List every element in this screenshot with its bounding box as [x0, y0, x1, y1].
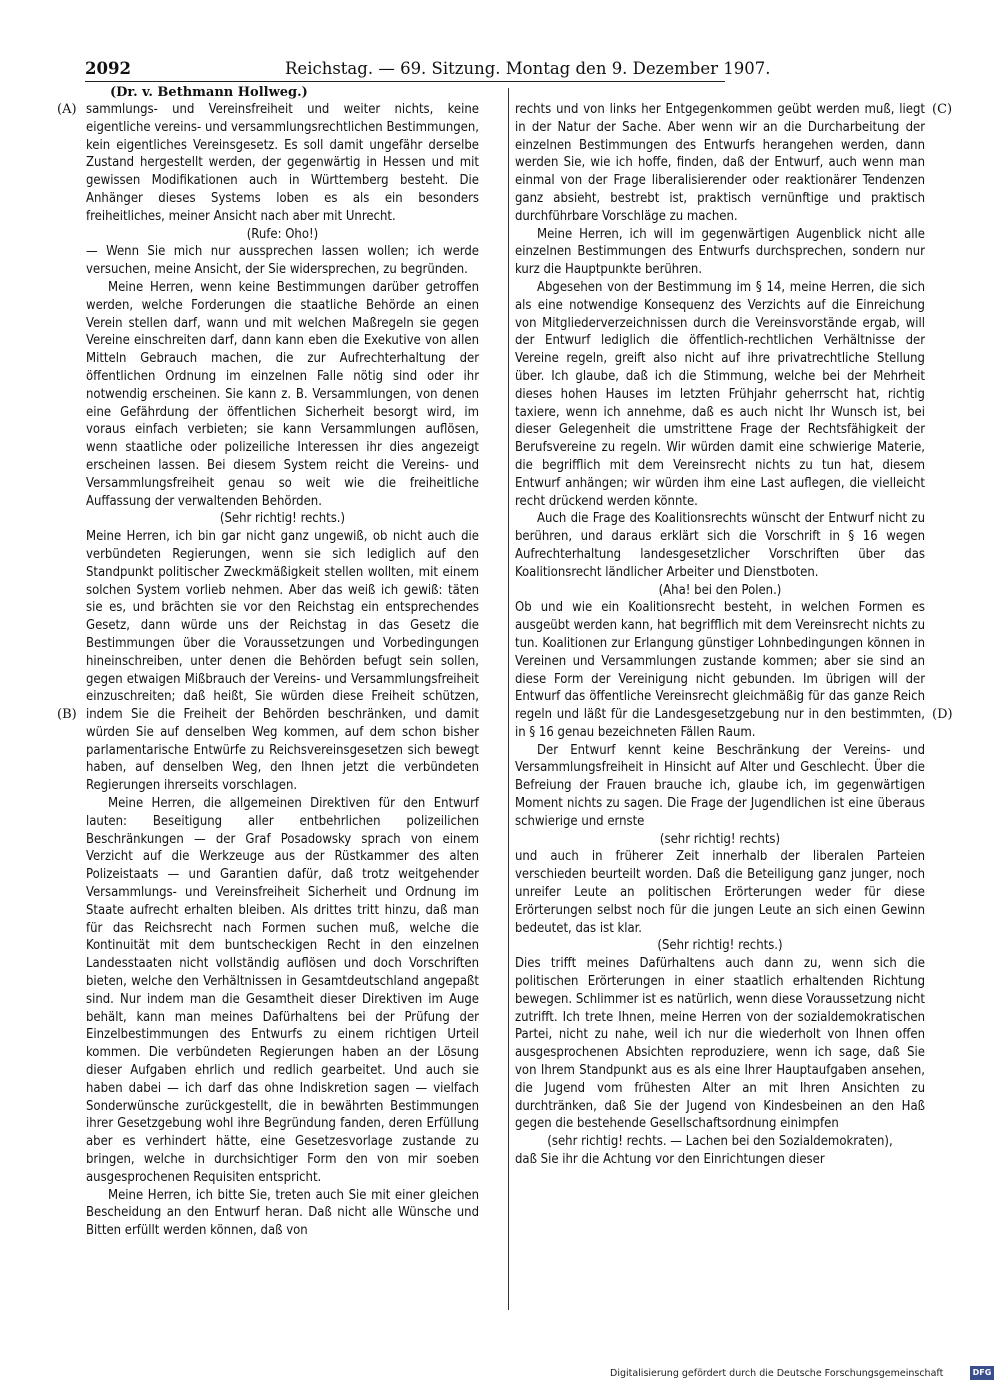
interjection: (Rufe: Oho!)	[246, 226, 319, 242]
interjection: (Sehr richtig! rechts.)	[657, 938, 783, 954]
interjection: (Aha! bei den Polen.)	[658, 582, 782, 598]
paragraph: Meine Herren, ich bitte Sie, treten auch Sie mit einer gleichen Bescheidung an den Entwurf heran. Daß nicht alle Wünsche und Bitten erfüllt werden können, daß von	[86, 1187, 479, 1239]
paragraph: Auch die Frage des Koalitionsrechts wünscht der Entwurf nicht zu berühren, und daraus erklärt sich die Vorschrift in § 16 wegen Aufrechterhaltung landesgesetzlicher Vorschriften über das Koalitionsrecht ländlicher Arbeiter und Dienstboten.	[515, 511, 925, 580]
interjection: (Sehr richtig! rechts.)	[219, 511, 346, 527]
paragraph: rechts und von links her Entgegenkommen geübt werden muß, liegt in der Natur der Sache. Aber wenn wir an die Durcharbeitung der einzelnen Bestimmungen des Entwurfs herangehen werden, dann werden Sie, wie ich hoffe, finden, daß der Entwurf, auch wenn man einmal von der Frage liberalisierender oder reaktionärer Tendenzen ganz absieht, bestrebt ist, praktisch vernünftige und praktisch durchführbare Vorschläge zu machen.	[515, 102, 925, 224]
margin-marker-c: (C)	[932, 102, 953, 117]
interjection: (sehr richtig! rechts. — Lachen bei den Sozialdemokraten),	[547, 1134, 893, 1150]
interjection: (sehr richtig! rechts)	[659, 831, 781, 847]
paragraph: sammlungs- und Vereinsfreiheit und weiter nichts, keine eigentliche vereins- und versammlungsrechtlichen Bestimmungen, kein eigentliches Vereinsgesetz. Es soll damit ungefähr derselbe Zustand hergestellt werden, der gegenwärtig in Hessen und mit gewissen Modifikationen auch in Württemberg besteht. Die Anhänger dieses Systems loben es als ein besonders freiheitliches, meiner Ansicht nach aber mit Unrecht.	[86, 102, 479, 224]
session-title: Reichstag. — 69. Sitzung. Montag den 9. Dezember 1907.	[285, 59, 771, 78]
paragraph: Meine Herren, wenn keine Bestimmungen darüber getroffen werden, welche Forderungen die staatliche Behörde an einen Verein stellen darf, wann und mit welchen Maßregeln sie gegen Vereine einschreiten darf, dann kann eben die Exekutive von allen Mitteln Gebrauch machen, die zur Aufrechterhaltung der öffentlichen Ordnung im einzelnen Falle nötig sind oder ihr notwendig erscheinen. Sie kann z. B. Versammlungen, von denen eine Gefährdung der öffentlichen Sicherheit besorgt wird, im voraus einfach verbieten; sie kann Versammlungen auflösen, wenn staatliche oder polizeiliche Interessen ihr dies angezeigt erscheinen lassen. Bei diesem System reicht die Vereins- und Versammlungsfreiheit genau so weit wie die freiheitliche Auffassung der verwaltenden Behörden.	[86, 279, 479, 509]
page-number: 2092	[85, 59, 131, 78]
right-column	[515, 101, 925, 1169]
header-rule	[85, 81, 725, 82]
paragraph: Der Entwurf kennt keine Beschränkung der Vereins- und Versammlungsfreiheit in Hinsicht auf Alter und Geschlecht. Über die Befreiung der Frauen brauche ich, glaube ich, im gegenwärtigen Moment nichts zu sagen. Die Frage der Jugendlichen ist eine überaus schwierige und ernste	[515, 742, 925, 829]
paragraph: — Wenn Sie mich nur aussprechen lassen wollen; ich werde versuchen, meine Ansicht, der Sie widersprechen, zu begründen.	[86, 244, 479, 278]
paragraph: und auch in früherer Zeit innerhalb der liberalen Parteien verschieden beurteilt worden. Daß die Beteiligung ganz junger, noch unreifer Leute an politischen Erörterungen weder für diese Erörterungen selbst noch für die jungen Leute an sich einen Gewinn bedeutet, das ist klar.	[515, 849, 925, 936]
paragraph: Abgesehen von der Bestimmung im § 14, meine Herren, die sich als eine notwendige Konsequenz des Verzichts auf die Einreichung von Mitgliederverzeichnissen durch die Vereinsvorstände ergab, will der Entwurf lediglich die öffentlich-rechtlichen Verhältnisse der Vereine regeln, greift also nicht auf ihre privatrechtliche Stellung über. Ich glaube, daß ich die Stimmung, welche bei der Mehrheit dieses hohen Hauses im letzten Frühjahr geherrscht hat, richtig taxiere, wenn ich annehme, daß es auch nicht Ihr Wunsch ist, bei dieser Gelegenheit die umstrittene Frage der Rechtsfähigkeit der Berufsvereine zu regeln. Wir würden damit eine schwierige Materie, die begrifflich mit dem Vereinsrecht nichts zu tun hat, diesem Entwurf anhängen; wir würden ihm eine Last auflegen, die vielleicht recht drückend werden könnte.	[515, 279, 925, 509]
dfg-logo: DFG	[970, 1366, 994, 1380]
column-divider	[508, 88, 509, 1310]
left-column	[86, 101, 479, 1240]
margin-marker-b: (B)	[57, 707, 77, 722]
margin-marker-a: (A)	[57, 102, 77, 117]
page-header	[85, 58, 771, 80]
paragraph: Meine Herren, ich bin gar nicht ganz ungewiß, ob nicht auch die verbündeten Regierungen, wenn sie sich lediglich auf den Standpunkt politischer Zweckmäßigkeit stellen wollten, mit einem solchen System vorlieb nehmen. Aber das weiß ich gewiß: täten sie es, und brächten sie vor den Reichstag ein entsprechendes Gesetz, dann würde uns der Reichstag in das Gesetz die Bestimmungen über die Voraussetzungen und Vorbedingungen hineinschreiben, unter denen die Behörden befugt sein sollen, gegen etwaigen Mißbrauch der Vereins- und Versammlungsfreiheit einzuschreiten; daß heißt, Sie würden diese Freiheit schützen, indem Sie die Freiheit der Behörden beschränken, und damit würden Sie auf denselben Weg kommen, auf dem schon bisher parlamentarische Entwürfe zu Reichsvereinsgesetzen sich bewegt haben, auf denselben Weg, den Ihnen jetzt die verbündeten Regierungen ihrerseits vorschlagen.	[86, 529, 479, 794]
paragraph: Ob und wie ein Koalitionsrecht besteht, in welchen Formen es ausgeübt werden kann, hat begrifflich mit dem Vereinsrecht nichts zu tun. Koalitionen zur Erlangung günstiger Lohnbedingungen können in Vereinen und Versammlungen zustande kommen; aber sie sind an diese Form der Vereinigung nicht gebunden. Im übrigen will der Entwurf das öffentliche Vereinsrecht gleichmäßig für das ganze Reich regeln und läßt für die Landesgesetzgebung nur in den bestimmten, in § 16 genau bezeichneten Fällen Raum.	[515, 600, 925, 740]
paragraph: Meine Herren, die allgemeinen Direktiven für den Entwurf lauten: Beseitigung aller entbehrlichen polizeilichen Beschränkungen — der Graf Posadowsky sprach von einem Verzicht auf die Werkzeuge aus der Rüstkammer des alten Polizeistaats — und Garantien dafür, daß trotz weitgehender Versammlungs- und Vereinsfreiheit Sicherheit und Ordnung im Staate aufrecht erhalten bleiben. Als drittes tritt hinzu, daß man für das Reichsrecht nach Formen suchen muß, welche die Kontinuität mit dem buntscheckigen Recht in den einzelnen Landesstaaten nicht vollständig auflösen und doch Vorschriften bieten, welche den Verhältnissen in Gesamtdeutschland angepaßt sind. Nur indem man die Gesamtheit dieser Direktiven im Auge behält, kann man meines Dafürhaltens bei der Prüfung der Einzelbestimmungen des Entwurfs zu einem richtigen Urteil kommen. Die verbündeten Regierungen haben an der Lösung dieser Aufgaben ehrlich und redlich gearbeitet. Und auch sie haben dabei — ich darf das ohne Indiskretion sagen — vielfach Sonderwünsche zurückgestellt, die in bewährten Bestimmungen ihrer Gesetzgebung wohl ihre Begründung fanden, deren Erfüllung aber es verhindert hätte, eine Gesetzesvorlage zustande zu bringen, welche in durchsichtiger Form den von mir soeben ausgesprochenen Requisiten entspricht.	[86, 796, 479, 1185]
footer-credit: Digitalisierung gefördert durch die Deutsche Forschungsgemeinschaft	[610, 1368, 944, 1379]
paragraph: daß Sie ihr die Achtung vor den Einrichtungen dieser	[515, 1152, 825, 1168]
margin-marker-d: (D)	[932, 707, 953, 722]
paragraph: Dies trifft meines Dafürhaltens auch dann zu, wenn sich die politischen Erörterungen in einer staatlich erhaltenden Richtung bewegen. Schlimmer ist es natürlich, wenn diese Voraussetzung nicht zutrifft. Ich trete Ihnen, meine Herren von der sozialdemokratischen Partei, nicht zu nahe, weil ich nur die wiederholt von Ihnen offen ausgesprochenen Absichten reproduziere, wenn ich sage, daß Sie von Ihrem Standpunkt aus es als eine Ihrer Hauptaufgaben ansehen, die Jugend vom frühesten Alter an mit Ihren Ansichten zu durchtränken, daß Sie der Jugend von Kindesbeinen an den Haß gegen die bestehende Gesellschaftsordnung einimpfen	[515, 956, 925, 1132]
speaker-name: (Dr. v. Bethmann Hollweg.)	[110, 85, 308, 100]
paragraph: Meine Herren, ich will im gegenwärtigen Augenblick nicht alle einzelnen Bestimmungen des Entwurfs durchsprechen, sondern nur kurz die Hauptpunkte berühren.	[515, 226, 925, 278]
